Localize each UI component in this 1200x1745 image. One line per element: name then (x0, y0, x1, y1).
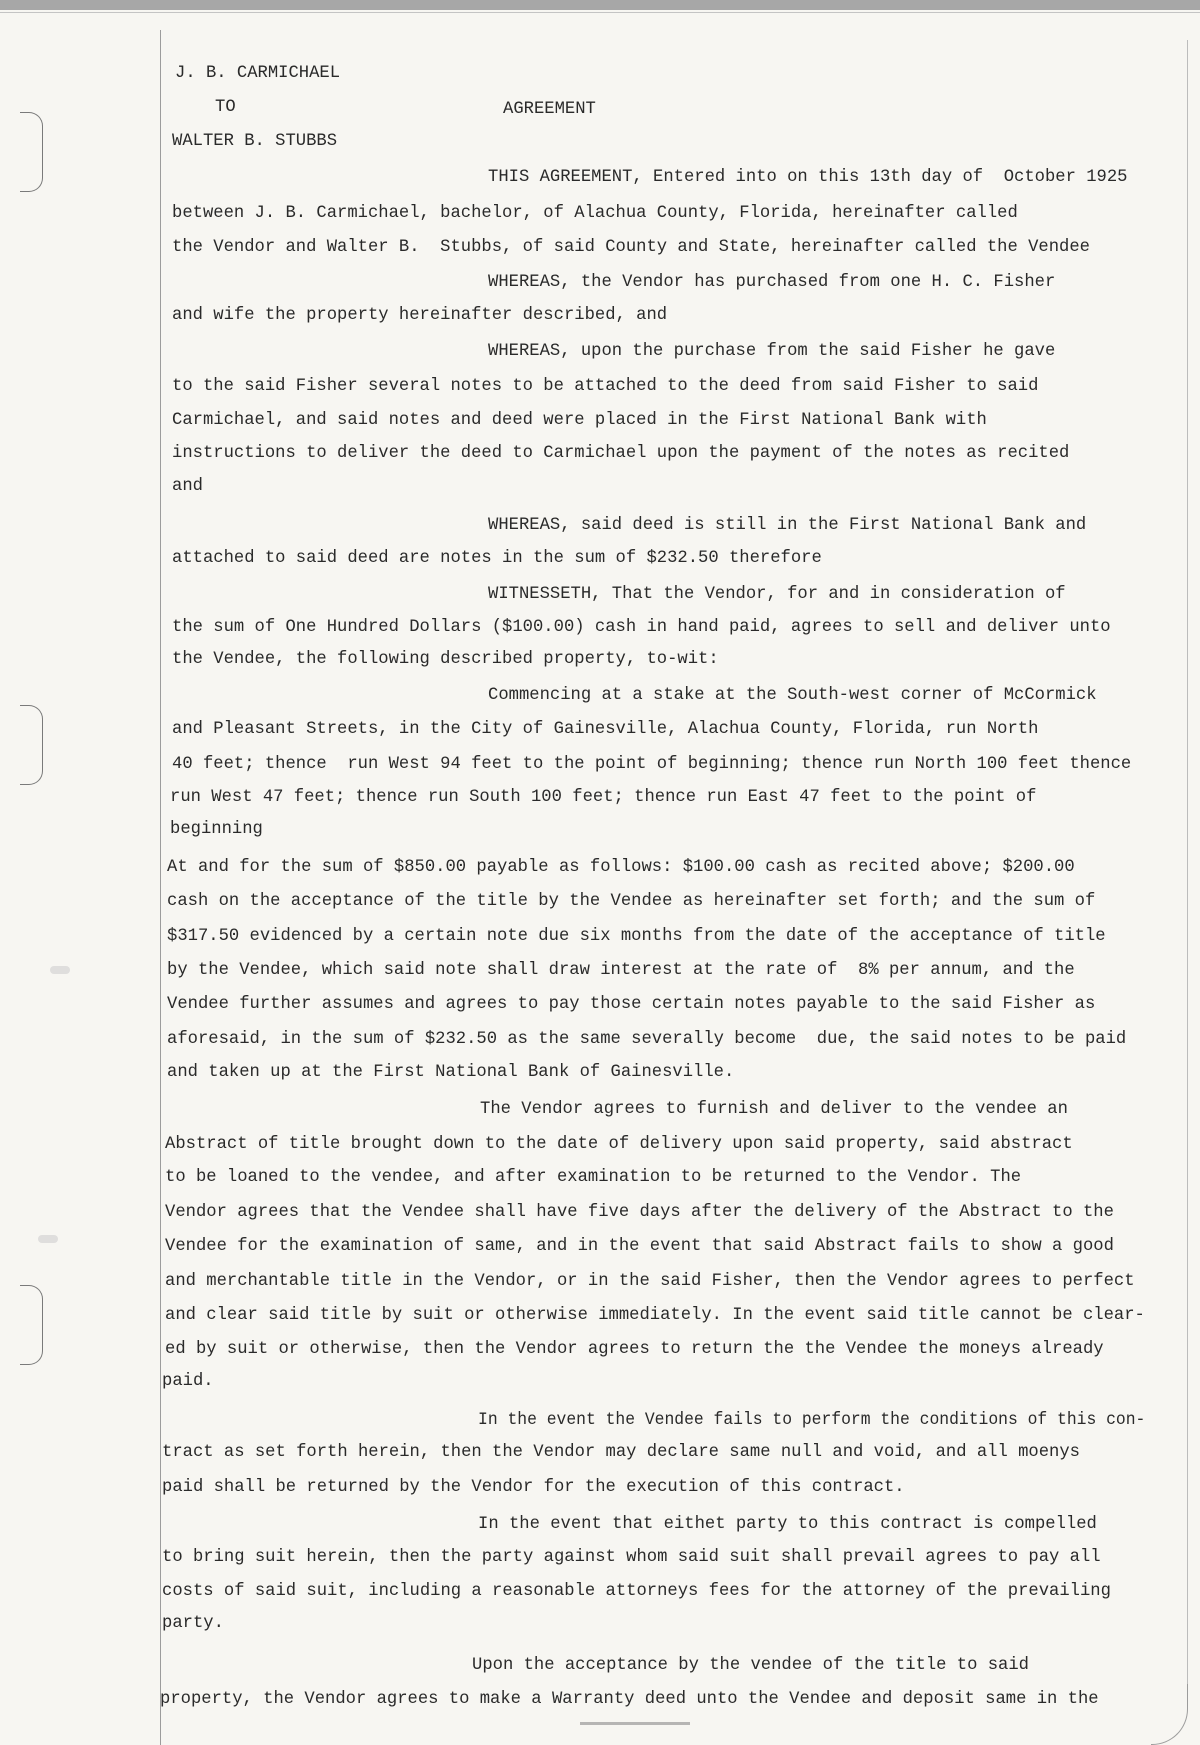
text-line: paid. (162, 1372, 214, 1391)
text-line: Commencing at a stake at the South-west corner of McCormick (488, 686, 1097, 705)
text-line: property, the Vendor agrees to make a Warranty deed unto the Vendee and deposit same in the (160, 1690, 1099, 1709)
scan-speck (38, 1235, 58, 1243)
text-line: and merchantable title in the Vendor, or in the said Fisher, then the Vendor agrees to perfect (165, 1272, 1135, 1291)
text-line: and wife the property hereinafter described, and (172, 306, 668, 325)
text-line: WHEREAS, upon the purchase from the said Fisher he gave (488, 342, 1056, 361)
text-line: cash on the acceptance of the title by the Vendee as hereinafter set forth; and the sum of (167, 892, 1096, 911)
text-line: paid shall be returned by the Vendor for the execution of this contract. (162, 1478, 905, 1497)
binder-hole-top (20, 112, 43, 192)
party-from: J. B. CARMICHAEL (175, 64, 341, 83)
binder-hole-middle (20, 705, 43, 785)
agreement-document (160, 0, 1150, 1745)
text-line: by the Vendee, which said note shall draw interest at the rate of 8% per annum, and the (167, 961, 1075, 980)
text-line: the Vendor and Walter B. Stubbs, of said County and State, hereinafter called the Vendee (172, 238, 1090, 257)
text-line: Abstract of title brought down to the date of delivery upon said property, said abstract (165, 1135, 1073, 1154)
text-line: costs of said suit, including a reasonable attorneys fees for the attorney of the prevailing (162, 1582, 1111, 1601)
text-line: and clear said title by suit or otherwise immediately. In the event said title cannot be clear- (165, 1306, 1145, 1325)
text-line: aforesaid, in the sum of $232.50 as the same severally become due, the said notes to be paid (167, 1030, 1127, 1049)
text-line: beginning (170, 820, 263, 839)
text-line: At and for the sum of $850.00 payable as follows: $100.00 cash as recited above; $200.00 (167, 858, 1075, 877)
text-line: Vendor agrees that the Vendee shall have five days after the delivery of the Abstract to the (165, 1203, 1114, 1222)
text-line: tract as set forth herein, then the Vendor may declare same null and void, and all moenys (162, 1443, 1080, 1462)
party-to: WALTER B. STUBBS (172, 132, 338, 151)
binder-hole-bottom (20, 1285, 43, 1365)
text-line: the Vendee, the following described property, to-wit: (172, 650, 719, 669)
text-line: instructions to deliver the deed to Carmichael upon the payment of the notes as recited (172, 444, 1070, 463)
text-line: Carmichael, and said notes and deed were placed in the First National Bank with (172, 411, 987, 430)
party-to-label: TO (215, 98, 236, 117)
text-line: $317.50 evidenced by a certain note due six months from the date of the acceptance of title (167, 927, 1106, 946)
text-line: and Pleasant Streets, in the City of Gainesville, Alachua County, Florida, run North (172, 720, 1039, 739)
text-line: the sum of One Hundred Dollars ($100.00) cash in hand paid, agrees to sell and deliver unto (172, 618, 1111, 637)
text-line: In the event that eithet party to this contract is compelled (478, 1515, 1097, 1534)
text-line: ed by suit or otherwise, then the Vendor agrees to return the the Vendee the moneys already (165, 1340, 1104, 1359)
text-line: WHEREAS, said deed is still in the First National Bank and (488, 516, 1087, 535)
text-line: attached to said deed are notes in the sum of $232.50 therefore (172, 549, 822, 568)
text-line: Vendee further assumes and agrees to pay those certain notes payable to the said Fisher as (167, 995, 1096, 1014)
text-line: to bring suit herein, then the party against whom said suit shall prevail agrees to pay all (162, 1548, 1101, 1567)
text-line: THIS AGREEMENT, Entered into on this 13th day of October 1925 (488, 168, 1128, 187)
text-line: party. (162, 1614, 224, 1633)
text-line: WITNESSETH, That the Vendor, for and in consideration of (488, 585, 1066, 604)
text-line: 40 feet; thence run West 94 feet to the point of beginning; thence run North 100 feet thence (172, 755, 1132, 774)
document-title: AGREEMENT (503, 100, 596, 119)
text-line: Vendee for the examination of same, and in the event that said Abstract fails to show a good (165, 1237, 1114, 1256)
text-line: Upon the acceptance by the vendee of the title to said (472, 1656, 1029, 1675)
page-corner-curl (1151, 1684, 1188, 1745)
text-line: In the event the Vendee fails to perform the conditions of this con- (478, 1411, 1146, 1430)
text-line: run West 47 feet; thence run South 100 feet; thence run East 47 feet to the point of (170, 788, 1037, 807)
text-line: to the said Fisher several notes to be attached to the deed from said Fisher to said (172, 377, 1039, 396)
text-line: WHEREAS, the Vendor has purchased from one H. C. Fisher (488, 273, 1056, 292)
right-page-edge (1187, 40, 1188, 1690)
text-line: to be loaned to the vendee, and after examination to be returned to the Vendor. The (165, 1168, 1022, 1187)
text-line: and (172, 477, 203, 496)
text-line: between J. B. Carmichael, bachelor, of Alachua County, Florida, hereinafter called (172, 204, 1018, 223)
text-line: and taken up at the First National Bank of Gainesville. (167, 1063, 735, 1082)
scan-speck (50, 966, 70, 974)
text-line: The Vendor agrees to furnish and deliver to the vendee an (480, 1100, 1068, 1119)
